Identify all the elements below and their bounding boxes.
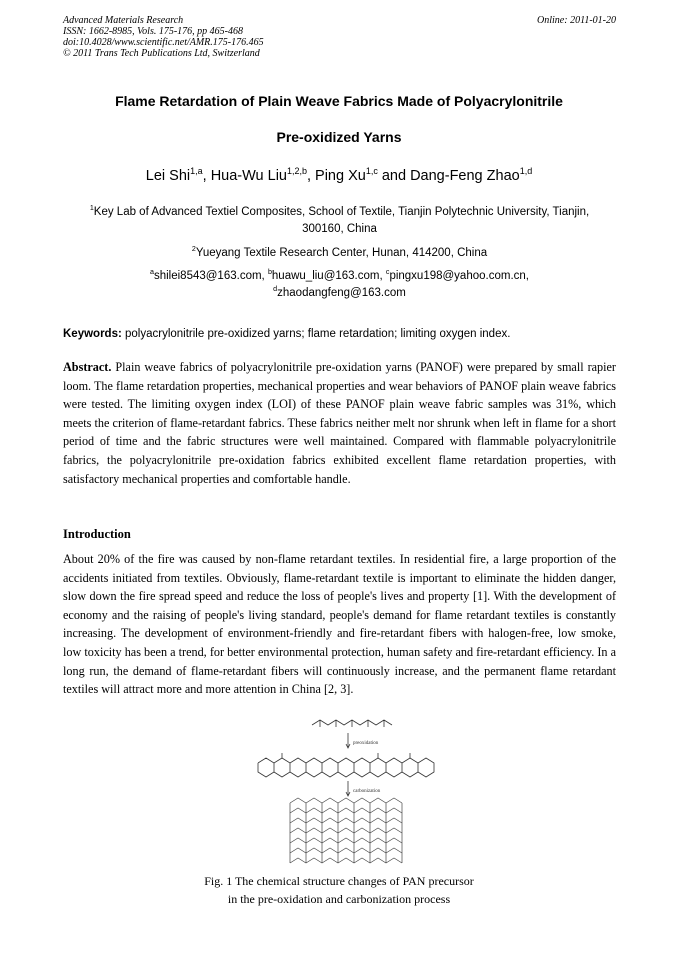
author-affiliation-mark: 1,a [190, 166, 203, 177]
journal-header [63, 15, 616, 59]
section-heading-introduction: Introduction [63, 527, 131, 541]
author-affiliation-mark: 1,c [365, 166, 378, 177]
email-link[interactable]: shilei8543@163.com, [153, 270, 268, 282]
graphitic-lattice [290, 798, 402, 863]
abstract-text: Plain weave fabrics of polyacrylonitrile pre-oxidation yarns (PANOF) were prepared by small rapier loom. The flame retardation properties, mechanical properties and wear behaviors of PANOF plain weave fabrics were tested. The limiting oxygen index (LOI) of these PANOF plain weave fabric samples was 31%, which meets the criterion of flame-retardant fabrics. These fabrics neither melt nor shrunk when left in flame for a short period of time and the fabric structures were well maintained. Compared with flammable polyacrylonitrile fabrics, the polyacrylonitrile pre-oxidation fabrics exhibited excellent flame retardation properties, with satisfactory mechanical properties and comfortable handle. [63, 360, 616, 486]
ring [322, 758, 338, 777]
keywords-text: polyacrylonitrile pre-oxidized yarns; flame retardation; limiting oxygen index. [121, 328, 511, 340]
affiliation-text: Key Lab of Advanced Textiel Composites, School of Textile, Tianjin Polytechnic University, Tianjin, [93, 206, 590, 218]
author-name: Hua-Wu Liu [210, 168, 287, 184]
affiliation-1 [63, 204, 616, 238]
email-mark: b [267, 268, 272, 277]
affiliation-mark: 2 [191, 245, 196, 254]
chemical-structure-figure [250, 719, 445, 871]
copyright: © 2011 Trans Tech Publications Ltd, Switzerland [63, 48, 260, 59]
author-emails [63, 268, 616, 302]
online-date: Online: 2011-01-20 [537, 15, 616, 26]
figure-caption-line-1: Fig. 1 The chemical structure changes of PAN precursor [204, 874, 474, 888]
ring [418, 758, 434, 777]
author-separator: and [377, 168, 411, 184]
ring [274, 758, 290, 777]
email-mark: c [385, 268, 390, 277]
author-name: Dang-Feng Zhao [410, 168, 520, 184]
paper-title-line-2: Pre-oxidized Yarns [276, 129, 402, 145]
issn: ISSN: 1662-8985, Vols. 175-176, pp 465-468 [63, 26, 243, 37]
ring [290, 758, 306, 777]
email-link[interactable]: pingxu198@yahoo.com.cn, [389, 270, 529, 282]
author-list [40, 168, 638, 184]
ring [338, 758, 354, 777]
affiliation-mark: 1 [89, 204, 94, 213]
affiliation-text: Yueyang Textile Research Center, Hunan, 414200, China [195, 247, 488, 259]
affiliation-text: 300160, China [302, 223, 377, 235]
ring [354, 758, 370, 777]
ring [258, 758, 274, 777]
ring [386, 758, 402, 777]
keywords-label: Keywords: [63, 328, 122, 340]
author-affiliation-mark: 1,d [519, 166, 533, 177]
email-link[interactable]: zhaodangfeng@163.com [277, 287, 406, 299]
abstract [63, 358, 616, 488]
author-separator: , [306, 168, 316, 184]
figure-caption-line-2: in the pre-oxidation and carbonization process [227, 892, 451, 906]
ring [402, 758, 418, 777]
email-mark: d [273, 285, 278, 294]
preoxidation-label: preoxidation [353, 741, 379, 746]
author-affiliation-mark: 1,2,b [286, 166, 307, 177]
introduction-paragraph: About 20% of the fire was caused by non-flame retardant textiles. In residential fire, a large proportion of the accidents initiated from textiles. Obviously, flame-retardant textile is important to eliminate the hidden danger, slow down the fire spread speed and reduce the loss of people's lives and property [1]. With the development of economy and the raising of people's living standard, people's demand for flame retardant textiles is constantly increasing. The development of environment-friendly and fire-retardant fibers with halogen-free, low smoke, low toxicity has been a trend, for better environmental protection, human safety and fire-retardant efficiency. In a long run, the demand of flame-retardant fibers will continuously increase, and the permanent flame retardant textiles will attract more and more attention in China [2, 3]. [63, 552, 616, 697]
abstract-label: Abstract. [63, 360, 112, 374]
author-name: Lei Shi [145, 168, 191, 184]
journal-name: Advanced Materials Research [63, 15, 184, 26]
affiliation-2 [63, 245, 616, 262]
figure-caption [40, 872, 638, 908]
author-separator: , [202, 168, 211, 184]
email-mark: a [150, 268, 154, 277]
author-name: Ping Xu [315, 168, 366, 184]
keywords [63, 328, 623, 340]
carbonization-label: carbonization [353, 789, 381, 794]
doi: doi:10.4028/www.scientific.net/AMR.175-176.465 [63, 37, 264, 48]
ring [370, 758, 386, 777]
email-link[interactable]: huawu_liu@163.com, [271, 270, 386, 282]
ring [306, 758, 322, 777]
paper-title-line-1: Flame Retardation of Plain Weave Fabrics Made of Polyacrylonitrile [115, 93, 563, 109]
